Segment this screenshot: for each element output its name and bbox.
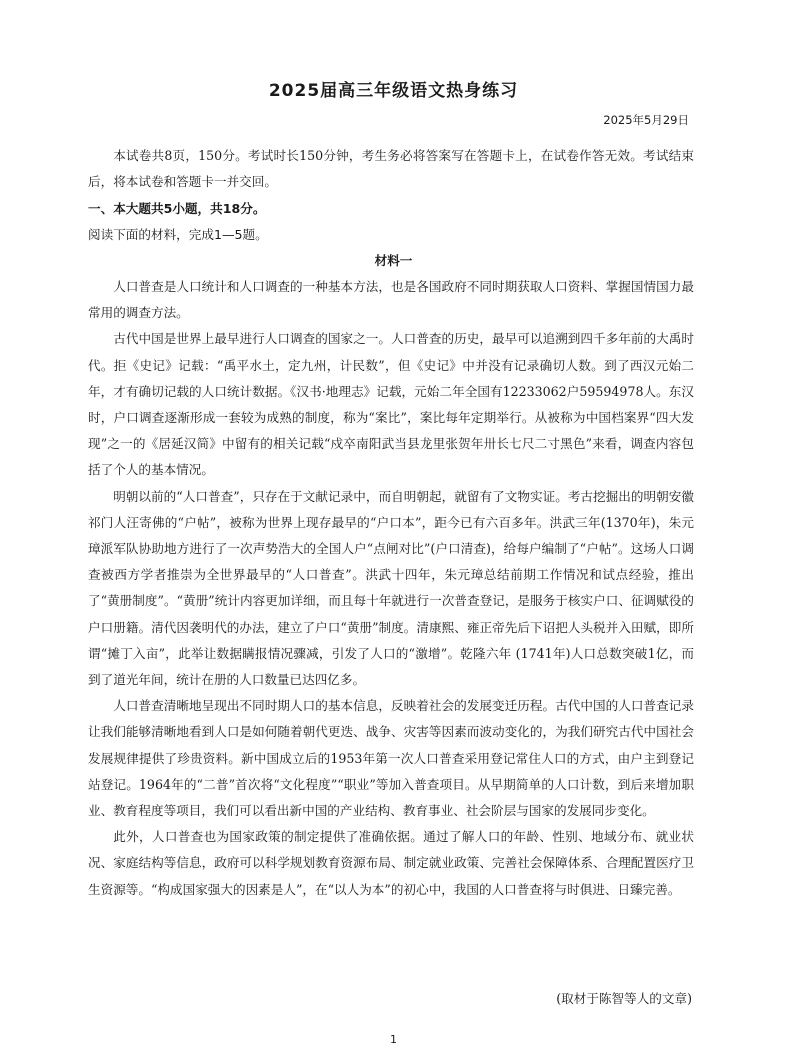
document-title: 2025届高三年级语文热身练习 [268,81,519,101]
body-paragraph: 人口普查清晰地呈现出不同时期人口的基本信息，反映着社会的发展变迁历程。古代中国的人口普查记录让我们能够清晰地看到人口是如何随着朝代更迭、战争、灾害等因素而波动变化的，为我们研究古代中国社会发展规律提供了珍贵资料。新中国成立后的1953年第一次人口普查采用登记常住人口的方式，由户主到登记站登记。1964年的“二普”首次将“文化程度”“职业”等加入普查项目。从早期简单的人口计数，到后来增加职业、教育程度等项目，我们可以看出新中国的产业结构、教育事业、社会阶层与国家的发展同步变化。 [88,698,694,819]
source-citation: (取材于陈智等人的文章) [556,991,692,1006]
material-body [88,274,694,903]
exam-instructions [88,143,694,195]
body-paragraph: 此外，人口普查也为国家政策的制定提供了准确依据。通过了解人口的年龄、性别、地域分布、就业状况、家庭结构等信息，政府可以科学规划教育资源布局、制定就业政策、完善社会保障体系、合理配置医疗卫生资源等。“构成国家强大的因素是人”，在“以人为本”的初心中，我国的人口普查将与时俱进、日臻完善。 [88,829,694,897]
intro-paragraph: 本试卷共8页，150分。考试时长150分钟，考生务必将答案写在答题卡上，在试卷作答无效。考试结束后，将本试卷和答题卡一并交回。 [88,148,694,190]
reading-instruction: 阅读下面的材料，完成1—5题。 [88,227,268,242]
body-paragraph: 人口普查是人口统计和人口调查的一种基本方法，也是各国政府不同时期获取人口资料、掌握国情国力最常用的调查方法。 [88,279,694,321]
body-paragraph: 明朝以前的“人口普查”，只存在于文献记录中，而自明朝起，就留有了文物实证。考古挖掘出的明朝安徽祁门人汪寄佛的“户帖”，被称为世界上现存最早的“户口本”，距今已有六百多年。洪武三年(1370年)，朱元璋派军队协助地方进行了一次声势浩大的全国人户“点闸对比”(户口清查)，给每户编制了“户帖”。这场人口调查被西方学者推崇为全世界最早的“人口普查”。洪武十四年，朱元璋总结前期工作情况和试点经验，推出了“黄册制度”。“黄册”统计内容更加详细，而且每十年就进行一次普查登记，是服务于核实户口、征调赋役的户口册籍。清代因袭明代的办法，建立了户口“黄册”制度。清康熙、雍正帝先后下诏把人头税并入田赋，即所谓“摊丁入亩”，此举让数据瞒报情况骤减，引发了人口的“激增”。乾隆六年 (1741年)人口总数突破1亿，而到了道光年间，统计在册的人口数量已达四亿多。 [88,488,694,688]
section-heading: 一、本大题共5小题，共18分。 [88,201,266,216]
body-paragraph: 古代中国是世界上最早进行人口调查的国家之一。人口普查的历史，最早可以追溯到四千多年前的大禹时代。拒《史记》记载：“禹平水土，定九州，计民数”，但《史记》中并没有记录确切人数。到了西汉元始二年，才有确切记载的人口统计数据。《汉书·地理志》记载，元始二年全国有12233062户59594978人。东汉时，户口调查逐渐形成一套较为成熟的制度，称为“案比”，案比每年定期举行。从被称为中国档案界“四大发现”之一的《居延汉简》中留有的相关记载“戍卒南阳武当县龙里张贺年卅长七尺二寸黑色”来看，调查内容包括了个人的基本情况。 [88,331,694,478]
page-number: 1 [390,1033,397,1046]
exam-date: 2025年5月29日 [603,113,689,127]
material-title: 材料一 [374,253,413,268]
